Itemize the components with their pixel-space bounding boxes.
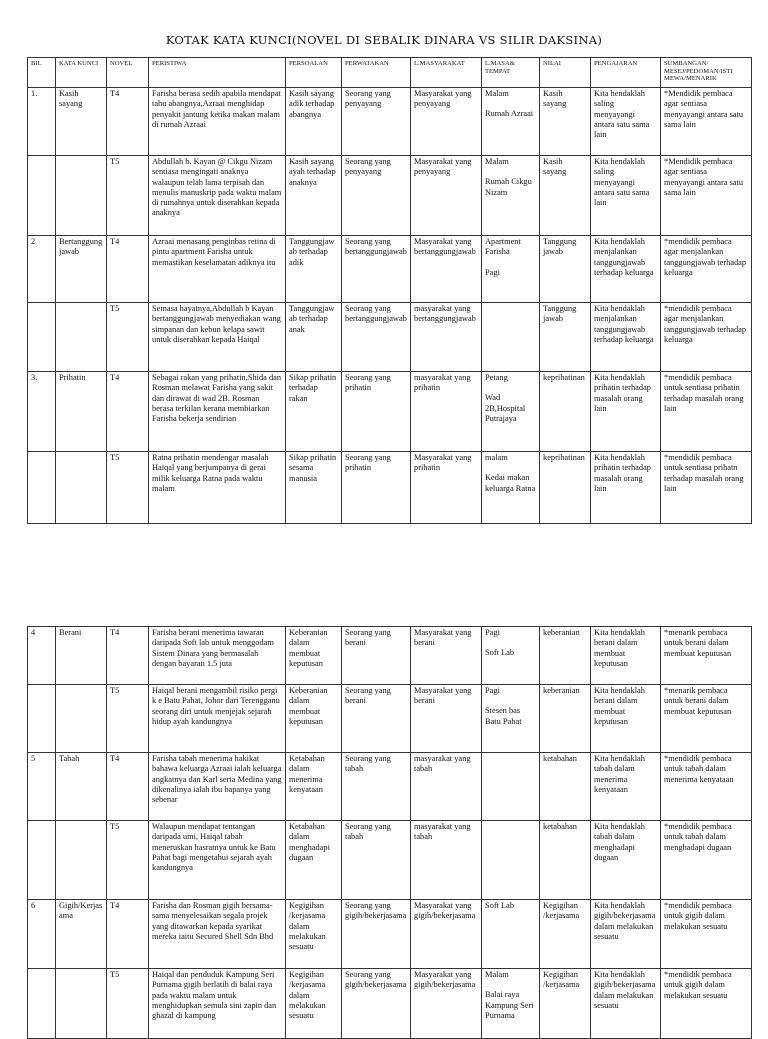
masa-text: Pagi [485,686,500,695]
cell-novel: T5 [107,685,149,753]
cell-bil [28,303,56,372]
cell-masa-tempat [482,88,540,156]
cell-bil [28,685,56,753]
cell-bil [28,452,56,524]
cell-masa-tempat [482,685,540,753]
cell-kata-kunci [56,156,107,236]
masa-text: Apartment Farisha [485,237,521,257]
cell-bil: 4 [28,627,56,685]
cell-sumbangan: *mendidik pembaca untuk tabah dalam menghadapi dugaan [661,821,752,900]
cell-novel: T4 [107,900,149,969]
cell-kata-kunci: Bertanggung jawab [56,236,107,303]
cell-sumbangan: *mendidik pembaca untuk gigih dalam melakukan sesuatu [661,969,752,1039]
cell-masa-tempat [482,753,540,821]
cell-pengajaran: Kita hendaklah tabah dalam menerima kenyataan [591,753,661,821]
masa-gap [485,167,536,177]
cell-persoalan: Ketabahan dalam menghadapi dugaan [286,821,342,900]
cell-masa-tempat [482,900,540,969]
cell-nilai: Kasih sayang [540,88,591,156]
header-masyarakat: L.MASYARAKAT [411,58,482,88]
cell-pengajaran: Kita hendaklah berani dalam membuat keputusan [591,685,661,753]
table-row [28,900,752,969]
cell-masyarakat: Masyarakat yang bertanggungjawab [411,236,482,303]
keyword-table-top [27,57,752,524]
tempat-text: Pagi [485,267,500,277]
cell-nilai: Tanggung jawab [540,236,591,303]
cell-peristiwa: Farisha berasa sedih apabila mendapat tahu abangnya,Azraai menghidap penyakit jantung ketika makan malam di rumah Azraai [149,88,286,156]
cell-perwatakan: Seorang yang berani [342,627,411,685]
table-row [28,685,752,753]
cell-masyarakat: Masyarakat yang gigih/bekerjasama [411,900,482,969]
cell-masa-tempat [482,452,540,524]
cell-kata-kunci: Gigih/Kerjasama [56,900,107,969]
cell-sumbangan: *menarik pembaca untuk berani dalam membuat keputusan [661,627,752,685]
cell-sumbangan: *mendidik pembaca untuk tabah dalam menerima kenyataan [661,753,752,821]
masa-text: malam [485,453,508,462]
cell-nilai: Tanggung jawab [540,303,591,372]
cell-novel: T5 [107,156,149,236]
masa-gap [485,463,536,473]
cell-nilai: Kegigihan /kerjasama [540,900,591,969]
table-body-top [28,88,752,524]
masa-text: Pagi [485,628,500,637]
cell-bil: 3. [28,372,56,452]
cell-persoalan: Kasih sayang ayah terhadap anaknya [286,156,342,236]
cell-masyarakat: masyarakat yang prihatin [411,372,482,452]
cell-perwatakan: Seorang yang gigih/bekerjasama [342,900,411,969]
cell-novel: T4 [107,372,149,452]
table-header-row [28,58,752,88]
cell-pengajaran: Kita hendaklah menjalankan tanggungjawab terhadap keluarga [591,236,661,303]
table-row [28,627,752,685]
cell-peristiwa: Haiqal dan penduduk Kampung Seri Purnama gigih berlatih di balai raya pada waktu malam untuk menghidupkan semula sini zapin dan ghazal di kampung [149,969,286,1039]
cell-peristiwa: Haiqal berani mengambil risiko pergi k e Batu Pahat, Johor dari Terengganu seorang diri untuk menjejak sejarah hidup ayah kandungnya [149,685,286,753]
header-persoalan: PERSOALAN [286,58,342,88]
cell-persoalan: Keberanian dalam membuat keputusan [286,627,342,685]
cell-masyarakat: Masyarakat yang penyayang [411,156,482,236]
masa-gap [485,980,536,990]
cell-kata-kunci: Berani [56,627,107,685]
cell-perwatakan: Seorang yang tabah [342,753,411,821]
cell-masa-tempat [482,969,540,1039]
masa-text: Malam [485,157,509,166]
masa-gap [485,638,536,648]
cell-sumbangan: *mendidik pembaca agar menjalankan tanggungjawab terhadap keluarga [661,236,752,303]
masa-text: Malam [485,89,509,98]
cell-bil: 5 [28,753,56,821]
cell-perwatakan: Seorang yang penyayang [342,88,411,156]
cell-masyarakat: Masyarakat yang berani [411,685,482,753]
cell-pengajaran: Kita hendaklah berani dalam membuat keputusan [591,627,661,685]
cell-masa-tempat [482,156,540,236]
cell-sumbangan: *mendidik pembaca untuk gigih dalam melakukan sesuatu [661,900,752,969]
cell-perwatakan: Seorang yang gigih/bekerjasama [342,969,411,1039]
cell-peristiwa: Farisha dan Rosman gigih bersama- sama menyelesaikan segala projek yang ditawarkan kepada syarikat mereka iaitu Secured Shell Sdn Bhd [149,900,286,969]
masa-text: Soft Lab [485,901,515,910]
table-row [28,452,752,524]
cell-kata-kunci: Kasih sayang [56,88,107,156]
cell-sumbangan: *Mendidik pembaca agar sentiasa menyayangi antara satu sama lain [661,88,752,156]
table-row [28,821,752,900]
cell-bil: 1. [28,88,56,156]
header-peristiwa: PERISTIWA [149,58,286,88]
header-perwatakan: PERWATAKAN [342,58,411,88]
masa-gap [485,911,536,921]
cell-peristiwa: Azraai menasang penginbas retina di pintu apartment Farisha untuk memastikan keselamatan adiknya itu [149,236,286,303]
cell-perwatakan: Seorang yang bertanggungjawab [342,303,411,372]
tempat-text: Kedai makan keluarga Ratna [485,473,536,493]
cell-bil [28,156,56,236]
cell-persoalan: Ketabahan dalam menerima kenyataan [286,753,342,821]
table-body-bottom [28,627,752,1039]
cell-persoalan: Sikap prihatin terhadap rakan [286,372,342,452]
cell-sumbangan: *mendidik pembaca untuk sentiasa prihatin terhadap masalah orang lain [661,372,752,452]
cell-kata-kunci [56,685,107,753]
cell-nilai: keberanian [540,685,591,753]
table-row [28,236,752,303]
cell-bil [28,969,56,1039]
cell-sumbangan: *mendidik pembaca untuk sentiasa prihatn terhadap masalah orang lain [661,452,752,524]
cell-pengajaran: Kita hendaklah saling menyayangi antara satu sama lain [591,88,661,156]
cell-masa-tempat [482,372,540,452]
masa-text: Malam [485,970,509,979]
cell-nilai: keberanian [540,627,591,685]
cell-peristiwa: Walaupun mendapat tentangan daripada umi, Haiqal tabah meneruskan hasratnya untuk ke Batu Pahat bagi mengetahui sejarah ayah kandungnya [149,821,286,900]
cell-perwatakan: Seorang yang bertanggungjawab [342,236,411,303]
cell-peristiwa: Semasa hayatnya,Abdullah b Kayan bertanggungjawab menyediakan wang simpanan dan kebun kelapa sawit untuk diserahkan kepada Haiqal [149,303,286,372]
cell-novel: T4 [107,88,149,156]
table-row [28,156,752,236]
cell-masyarakat: Masyarakat yang prihatin [411,452,482,524]
cell-masyarakat: Masyarakat yang penyayang [411,88,482,156]
cell-nilai: Kegigihan /kerjasama [540,969,591,1039]
table-row [28,303,752,372]
cell-perwatakan: Seorang yang penyayang [342,156,411,236]
cell-pengajaran: Kita hendaklah gigih/bekerjasama dalam melakukan sesuatu [591,900,661,969]
cell-persoalan: Tanggungjawab terhadap adik [286,236,342,303]
table-row [28,969,752,1039]
cell-peristiwa: Abdullah b. Kayan @ Cikgu Nizam sentiasa mengingati anaknya walaupun telah lama terpisah dan menulis manuskrip pada waktu malam di rumahnya untuk diserahkan kepada anaknya [149,156,286,236]
table-row [28,88,752,156]
cell-pengajaran: Kita hendaklah gigih/bekerjasama dalam melakukan sesuatu [591,969,661,1039]
cell-peristiwa: Ratna prihatin mendengar masalah Haiqal yang berjumpanya di gerai milik keluarga Ratna pada waktu malam [149,452,286,524]
cell-nilai: keprihatinan [540,452,591,524]
header-bil: BIL [28,58,56,88]
tempat-text: Rumah Cikgu Nizam [485,177,532,197]
cell-masyarakat: masyarakat yang tabah [411,753,482,821]
cell-persoalan: Kasih sayang adik terhadap abangnya [286,88,342,156]
cell-persoalan: Tanggungjawab terhadap anak [286,303,342,372]
masa-gap [485,822,536,832]
cell-masyarakat: Masyarakat yang gigih/bekerjasama [411,969,482,1039]
cell-bil: 6 [28,900,56,969]
header-masa-tempat: L.MASA& TEMPAT [482,58,540,88]
cell-persoalan: Kegigihan /kerjasama dalam melakukan sesuatu [286,900,342,969]
tempat-text: Wad 2B,Hospital Putrajaya [485,393,526,423]
tempat-text: Stesen bas Batu Pahat [485,706,522,726]
cell-peristiwa: Farisha berani menerima tawaran daripada Soft lab untuk menggodam Sistem Dinara yang bermasalah dengan bayaran 1.5 juta [149,627,286,685]
cell-pengajaran: Kita hendaklah prihatin terhadap masalah orang lain [591,452,661,524]
cell-masyarakat: Masyarakat yang berani [411,627,482,685]
cell-masyarakat: masyarakat yang bertanggungjawab [411,303,482,372]
cell-novel: T4 [107,627,149,685]
cell-novel: T4 [107,236,149,303]
cell-novel: T5 [107,821,149,900]
cell-masa-tempat [482,303,540,372]
cell-peristiwa: Sebagai rakan yang prihatin,Shida dan Rosman melawat Farisha yang sakit dan dirawat di wad 2B. Rosman berasa terkilan kerana membiarkan Farisha bekerja sendirian [149,372,286,452]
cell-masa-tempat [482,821,540,900]
tempat-text: Rumah Azraai [485,109,534,119]
table-row [28,372,752,452]
masa-gap [485,383,536,393]
cell-nilai: Kasih sayang [540,156,591,236]
table-row [28,753,752,821]
cell-nilai: keprihatinan [540,372,591,452]
masa-gap [485,754,536,764]
cell-bil [28,821,56,900]
tempat-text: Soft Lab [485,648,515,658]
cell-pengajaran: Kita hendaklah tabah dalam menghadapi dugaan [591,821,661,900]
cell-masa-tempat [482,236,540,303]
header-novel: NOVEL [107,58,149,88]
cell-kata-kunci [56,303,107,372]
cell-pengajaran: Kita hendaklah saling menyayangi antara satu sama lain [591,156,661,236]
cell-novel: T4 [107,753,149,821]
cell-perwatakan: Seorang yang prihatin [342,372,411,452]
cell-persoalan: Sikap prihatin sesama manusia [286,452,342,524]
header-pengajaran: PENGAJARAN [591,58,661,88]
cell-novel: T5 [107,452,149,524]
header-nilai: NILAI [540,58,591,88]
cell-perwatakan: Seorang yang tabah [342,821,411,900]
cell-novel: T5 [107,969,149,1039]
cell-perwatakan: Seorang yang berani [342,685,411,753]
cell-pengajaran: Kita hendaklah prihatin terhadap masalah orang lain [591,372,661,452]
cell-pengajaran: Kita hendaklah menjalankan tanggungjawab terhadap keluarga [591,303,661,372]
page-title: KOTAK KATA KUNCI(NOVEL DI SEBALIK DINARA VS SILIR DAKSINA) [165,33,603,47]
cell-kata-kunci [56,452,107,524]
cell-bil: 2 [28,236,56,303]
cell-kata-kunci: Tabah [56,753,107,821]
cell-perwatakan: Seorang yang prihatin [342,452,411,524]
cell-sumbangan: *Mendidik pembaca agar sentiasa menyayangi antara satu sama lain [661,156,752,236]
masa-gap [485,99,536,109]
cell-sumbangan: *mendidik pembaca agar menjalankan tanggungjawab terhadap keluarga [661,303,752,372]
cell-kata-kunci [56,969,107,1039]
cell-nilai: ketabahan [540,821,591,900]
masa-text: Petang [485,373,508,382]
cell-masyarakat: masyarakat yang tabah [411,821,482,900]
cell-novel: T5 [107,303,149,372]
header-kata-kunci: KATA KUNCI [56,58,107,88]
tempat-text: Balai raya Kampung Seri Purnama [485,990,534,1020]
cell-persoalan: Kegigihan /kerjasama dalam melakukan sesuatu [286,969,342,1039]
keyword-table-bottom [27,626,752,1039]
cell-persoalan: Keberanian dalam membuat keputusan [286,685,342,753]
cell-sumbangan: *menarik pembaca untuk berani dalam membuat keputusan [661,685,752,753]
masa-gap [485,304,536,314]
masa-gap [485,696,536,706]
cell-kata-kunci [56,821,107,900]
masa-gap [485,258,536,268]
cell-nilai: ketabahan [540,753,591,821]
cell-kata-kunci: Prihatin [56,372,107,452]
header-sumbangan: SUMBANGAN/ MESEJ/PEDOMAN/ISTI MEWA/MENARIK [661,58,752,88]
cell-peristiwa: Farisha tabah menerima hakikat bahawa keluarga Azraai ialah keluarga angkatnya dan Karl serta Medina yang dikenalinya ialah ibu bapanya yang sebenar [149,753,286,821]
cell-masa-tempat [482,627,540,685]
